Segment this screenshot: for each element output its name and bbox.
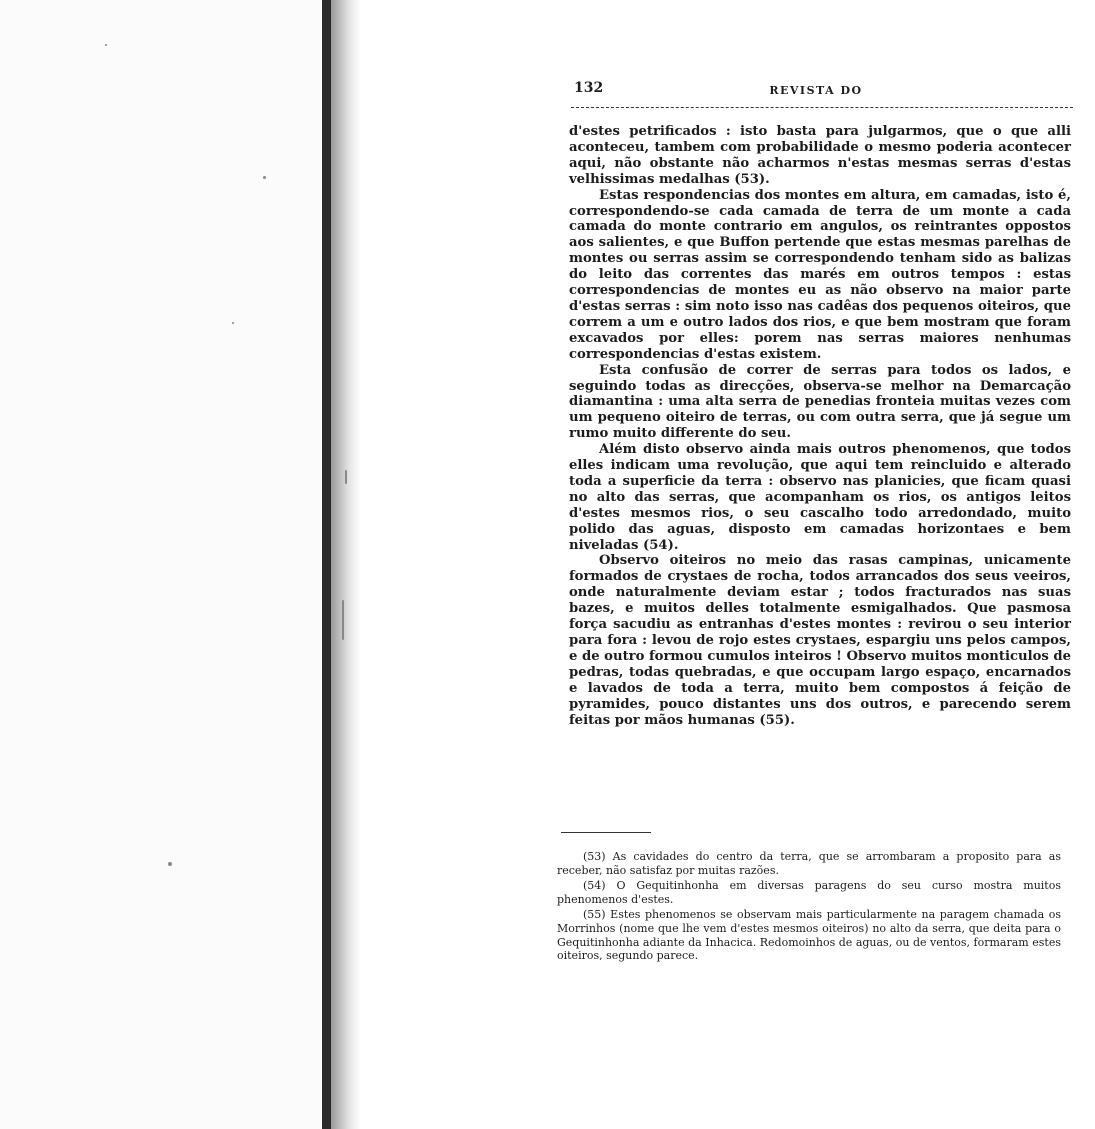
header-rule bbox=[571, 107, 1073, 108]
book-spine bbox=[322, 0, 331, 1129]
body-text bbox=[569, 124, 1071, 728]
binding-margin bbox=[0, 0, 360, 1129]
paragraph: d'estes petrificados : isto basta para julgarmos, que o que alli aconteceu, tambem com probabilidade o mesmo poderia acontecer aqui, não obstante não acharmos n'estas mesmas serras d'estas velhissimas medalhas (53). bbox=[569, 124, 1071, 187]
running-head: REVISTA DO bbox=[769, 84, 863, 97]
spine-shadow bbox=[331, 0, 361, 1129]
page-header bbox=[557, 76, 1075, 98]
scan-speck bbox=[345, 470, 347, 484]
page-number: 132 bbox=[574, 80, 604, 96]
scan-speck bbox=[105, 44, 107, 46]
paragraph: Observo oiteiros no meio das rasas campinas, unicamente formados de crystaes de rocha, todos arrancados dos seus veeiros, onde naturalmente deviam estar ; todos fracturados nas suas bazes, e muitos delles totalmente esmigalhados. Que pasmosa força sacudiu as entranhas d'estes montes : revirou o seu interior para fora : levou de rojo estes crystaes, espargiu uns pelos campos, e de outro formou cumulos inteiros ! Observo muitos monticulos de pedras, todas quebradas, e que occupam largo espaço, encarnados e lavados de toda a terra, muito bem compostos á feição de pyramides, pouco distantes uns dos outros, e parecendo serem feitas por mãos humanas (55). bbox=[569, 553, 1072, 728]
footnotes bbox=[557, 850, 1061, 965]
paragraph: Esta confusão de correr de serras para todos os lados, e seguindo todas as direcções, observa-se melhor na Demarcação diamantina : uma alta serra de penedias fronteia muitas vezes com um pequeno oiteiro de terras, ou com outra serra, que já segue um rumo muito differente do seu. bbox=[569, 362, 1071, 442]
paragraph: Além disto observo ainda mais outros phenomenos, que todos elles indicam uma revolução, que aqui tem reincluido e alterado toda a superficie da terra : observo nas planicies, que ficam quasi no alto das serras, que acompanham os rios, os antigos leitos d'estes mesmos rios, o seu cascalho todo arredondado, muito polido das aguas, disposto em camadas horizontaes e bem niveladas (54). bbox=[569, 442, 1071, 553]
scan-speck bbox=[342, 600, 344, 640]
scan-speck bbox=[168, 862, 172, 866]
footnote: (55) Estes phenomenos se observam mais particularmente na paragem chamada os Morrinhos (nome que lhe vem d'estes mesmos oiteiros) no alto da serra, que deita para o Gequitinhonha adiante da Inhacica. Redomoinhos de aguas, ou de ventos, formaram estes oiteiros, segundo parece. bbox=[557, 908, 1061, 963]
book-page bbox=[557, 76, 1075, 963]
footnote-rule bbox=[561, 832, 651, 833]
scan-speck bbox=[232, 322, 234, 324]
footnote: (54) O Gequitinhonha em diversas paragens do seu curso mostra muitos phenomenos d'estes. bbox=[557, 879, 1061, 906]
footnote: (53) As cavidades do centro da terra, que se arrombaram a proposito para as receber, não satisfaz por muitas razões. bbox=[557, 850, 1061, 877]
paragraph: Estas respondencias dos montes em altura, em camadas, isto é, correspondendo-se cada camada de terra de um monte a cada camada do monte contrario em angulos, os reintrantes oppostos aos salientes, e que Buffon pertende que estas mesmas parelhas de montes ou serras assim se correspondendo tenham sido as balizas do leito das correntes das marés em outros tempos : estas correspondencias de montes eu as não observo na maior parte d'estas serras : sim noto isso nas cadêas dos pequenos oiteiros, que correm a um e outro lados dos rios, e que bem mostram que foram excavados por elles: porem nas serras maiores nenhumas correspondencias d'estas existem. bbox=[569, 187, 1071, 362]
scan-speck bbox=[263, 176, 266, 179]
